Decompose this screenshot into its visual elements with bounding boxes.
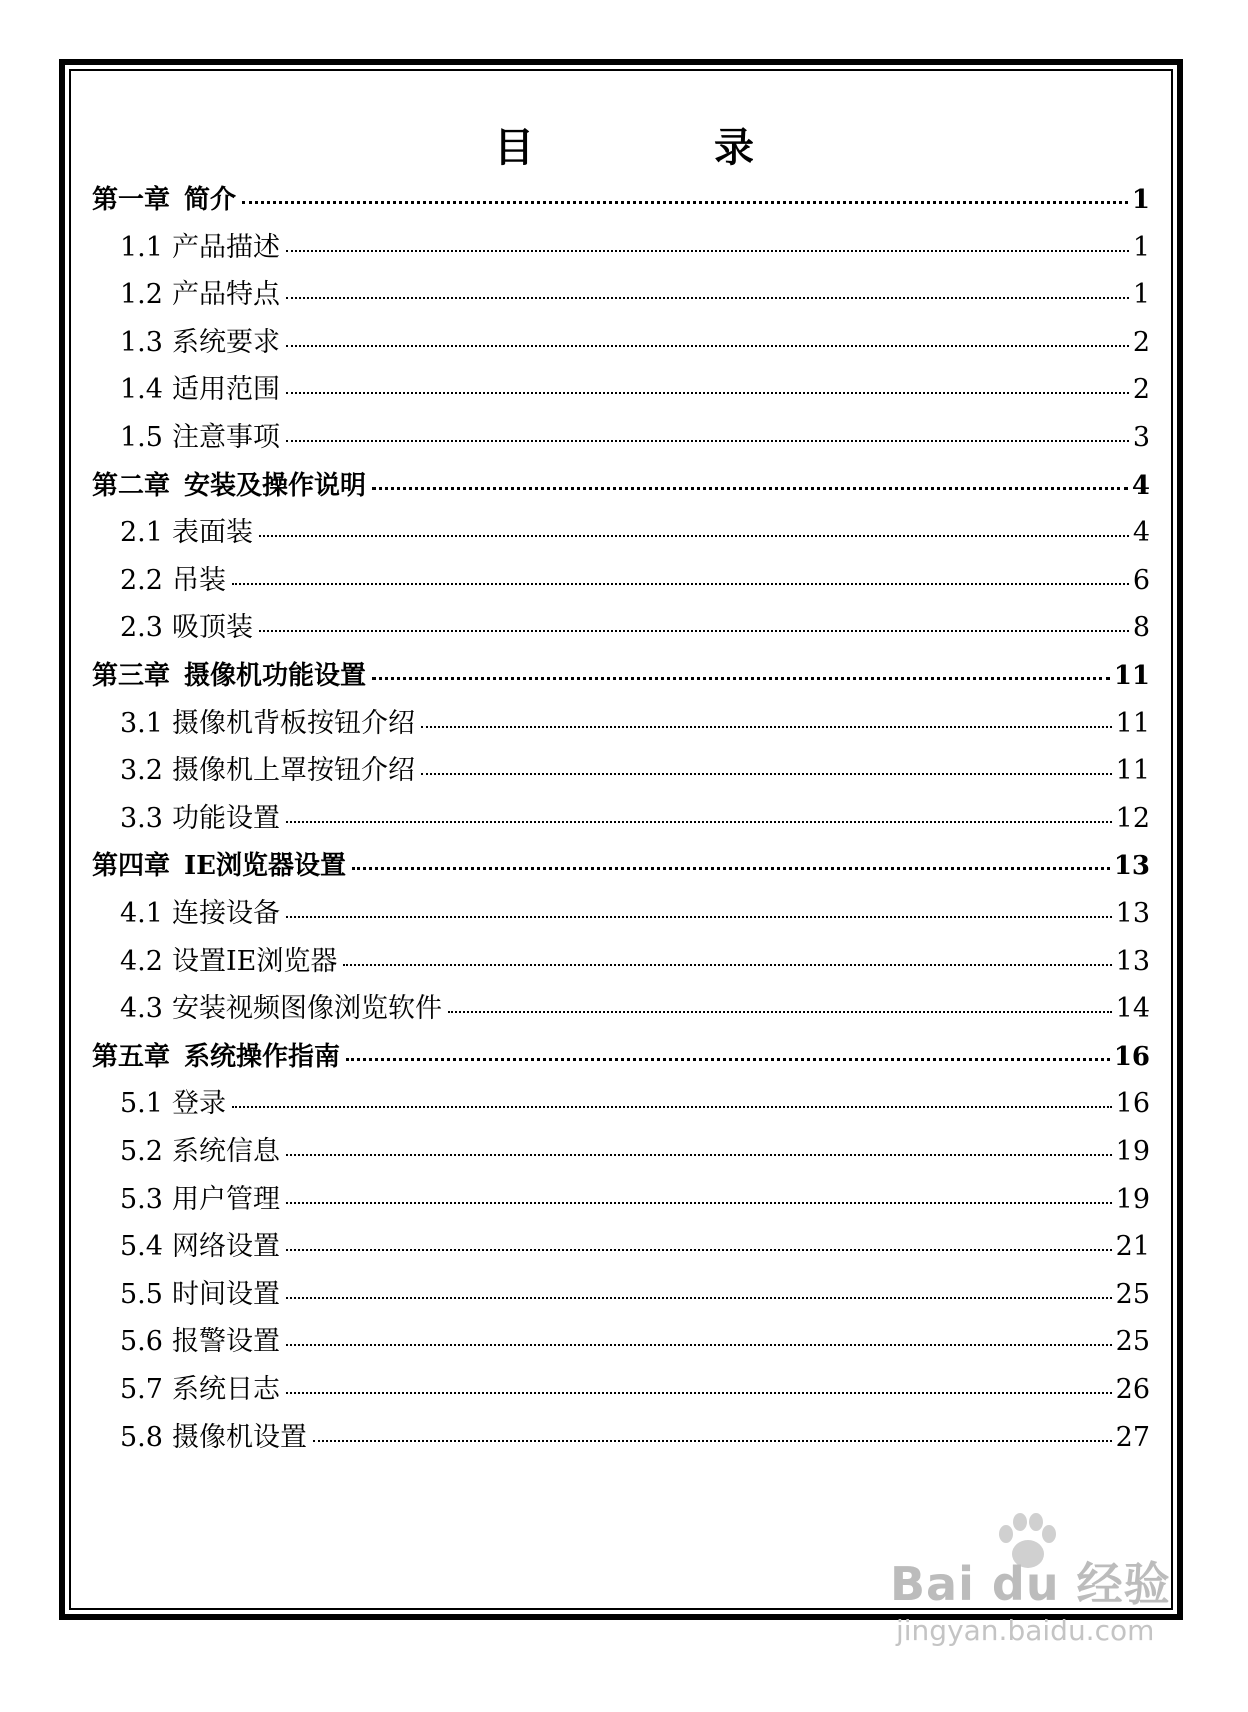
dot-leader bbox=[343, 961, 1111, 966]
toc-section-entry[interactable] bbox=[120, 749, 1150, 793]
toc-entry-number: 4.3 bbox=[120, 993, 163, 1024]
toc-entry-page: 3 bbox=[1132, 422, 1150, 453]
toc-entry-number: 3.3 bbox=[120, 803, 163, 834]
toc-entry-number: 1.2 bbox=[120, 279, 163, 310]
toc-entry-title: 吊装 bbox=[172, 565, 226, 596]
dot-leader bbox=[372, 674, 1110, 680]
dot-leader bbox=[286, 1389, 1112, 1394]
dot-leader bbox=[286, 247, 1129, 252]
toc-entry-page: 13 bbox=[1115, 946, 1150, 977]
dot-leader bbox=[286, 342, 1129, 347]
toc-entry-title: 系统信息 bbox=[172, 1136, 280, 1167]
toc-entry-page: 14 bbox=[1115, 993, 1150, 1024]
toc-section-entry[interactable] bbox=[120, 1178, 1150, 1222]
toc-entry-title: 摄像机背板按钮介绍 bbox=[172, 708, 415, 739]
toc-entry-title: 产品描述 bbox=[172, 232, 280, 263]
dot-leader bbox=[232, 1103, 1112, 1108]
toc-entry-title: 设置IE浏览器 bbox=[172, 946, 338, 977]
dot-leader bbox=[232, 580, 1129, 585]
toc-section-entry[interactable] bbox=[120, 1320, 1150, 1364]
toc-entry-page: 13 bbox=[1115, 898, 1150, 929]
toc-section-entry[interactable] bbox=[120, 987, 1150, 1031]
toc-section-entry[interactable] bbox=[120, 1273, 1150, 1317]
toc-entry-title: 登录 bbox=[172, 1088, 226, 1119]
toc-entry-title: 适用范围 bbox=[172, 374, 280, 405]
toc-entry-page: 27 bbox=[1115, 1422, 1150, 1453]
toc-section-entry[interactable] bbox=[120, 273, 1150, 317]
toc-entry-title: 系统日志 bbox=[172, 1374, 280, 1405]
toc-entry-page: 11 bbox=[1113, 661, 1150, 691]
toc-entry-title: 吸顶装 bbox=[172, 612, 253, 643]
toc-entry-title: 产品特点 bbox=[172, 279, 280, 310]
toc-entry-page: 26 bbox=[1115, 1374, 1150, 1405]
dot-leader bbox=[352, 864, 1110, 870]
toc-section-entry[interactable] bbox=[120, 940, 1150, 984]
dot-leader bbox=[242, 198, 1128, 204]
dot-leader bbox=[286, 913, 1112, 918]
toc-entry-page: 2 bbox=[1132, 327, 1150, 358]
dot-leader bbox=[286, 294, 1129, 299]
toc-section-entry[interactable] bbox=[120, 797, 1150, 841]
toc-entry-number: 第三章 bbox=[92, 661, 171, 691]
dot-leader bbox=[448, 1008, 1112, 1013]
toc-entry-number: 2.1 bbox=[120, 517, 163, 548]
toc-entry-title: IE浏览器设置 bbox=[184, 851, 346, 881]
toc-entry-title: 系统要求 bbox=[172, 327, 280, 358]
toc-entry-page: 4 bbox=[1131, 471, 1150, 501]
toc-entry-title: 连接设备 bbox=[172, 898, 280, 929]
watermark-url: jingyan.baidu.com bbox=[896, 1614, 1155, 1647]
toc-entry-page: 6 bbox=[1132, 565, 1150, 596]
toc-entry-number: 1.3 bbox=[120, 327, 163, 358]
toc-section-entry[interactable] bbox=[120, 1368, 1150, 1412]
dot-leader bbox=[421, 723, 1112, 728]
watermark-brand: Bai du 经验 bbox=[890, 1557, 1171, 1611]
toc-section-entry[interactable] bbox=[120, 368, 1150, 412]
toc-entry-page: 1 bbox=[1132, 232, 1150, 263]
dot-leader bbox=[286, 389, 1129, 394]
toc-entry-number: 1.4 bbox=[120, 374, 163, 405]
toc-entry-page: 16 bbox=[1113, 1042, 1150, 1072]
toc-entry-page: 19 bbox=[1115, 1136, 1150, 1167]
toc-entry-title: 摄像机上罩按钮介绍 bbox=[172, 755, 415, 786]
toc-entry-number: 第一章 bbox=[92, 185, 171, 215]
toc-entry-number: 第二章 bbox=[92, 471, 171, 501]
toc-entry-number: 5.5 bbox=[120, 1279, 163, 1310]
toc-entry-number: 5.1 bbox=[120, 1088, 163, 1119]
toc-entry-number: 5.4 bbox=[120, 1231, 163, 1262]
toc-section-entry[interactable] bbox=[120, 226, 1150, 270]
dot-leader bbox=[286, 1199, 1112, 1204]
toc-entry-page: 8 bbox=[1132, 612, 1150, 643]
watermark bbox=[890, 1548, 1190, 1658]
toc-section-entry[interactable] bbox=[120, 702, 1150, 746]
toc-entry-number: 5.6 bbox=[120, 1326, 163, 1357]
toc-entry-number: 5.8 bbox=[120, 1422, 163, 1453]
dot-leader bbox=[286, 437, 1129, 442]
toc-section-entry[interactable] bbox=[120, 416, 1150, 460]
toc-section-entry[interactable] bbox=[120, 1416, 1150, 1460]
toc-entry-page: 21 bbox=[1115, 1231, 1150, 1262]
page-title: 目 录 bbox=[494, 124, 824, 171]
toc-entry-title: 摄像机功能设置 bbox=[184, 661, 367, 691]
toc-entry-page: 19 bbox=[1115, 1184, 1150, 1215]
toc-entry-page: 25 bbox=[1115, 1279, 1150, 1310]
dot-leader bbox=[346, 1055, 1110, 1061]
toc-entry-number: 1.1 bbox=[120, 232, 163, 263]
toc-section-entry[interactable] bbox=[120, 1225, 1150, 1269]
toc-entry-title: 报警设置 bbox=[172, 1326, 280, 1357]
toc-chapter-entry[interactable] bbox=[92, 178, 1150, 222]
toc-entry-number: 3.2 bbox=[120, 755, 163, 786]
toc-entry-number: 5.7 bbox=[120, 1374, 163, 1405]
toc-entry-number: 5.2 bbox=[120, 1136, 163, 1167]
toc-entry-page: 11 bbox=[1115, 708, 1150, 739]
dot-leader bbox=[372, 484, 1128, 490]
toc-entry-page: 1 bbox=[1132, 279, 1150, 310]
toc-entry-page: 1 bbox=[1131, 185, 1150, 215]
toc-section-entry[interactable] bbox=[120, 559, 1150, 603]
dot-leader bbox=[286, 1341, 1112, 1346]
dot-leader bbox=[286, 1294, 1112, 1299]
toc-entry-number: 2.2 bbox=[120, 565, 163, 596]
toc-entry-number: 5.3 bbox=[120, 1184, 163, 1215]
toc-entry-title: 用户管理 bbox=[172, 1184, 280, 1215]
toc-entry-page: 2 bbox=[1132, 374, 1150, 405]
toc-section-entry[interactable] bbox=[120, 1082, 1150, 1126]
toc-entry-number: 第五章 bbox=[92, 1042, 171, 1072]
toc-entry-title: 功能设置 bbox=[172, 803, 280, 834]
toc-entry-title: 安装及操作说明 bbox=[184, 471, 367, 501]
toc-entry-page: 13 bbox=[1113, 851, 1150, 881]
toc-entry-page: 25 bbox=[1115, 1326, 1150, 1357]
toc-chapter-entry[interactable] bbox=[92, 464, 1150, 508]
toc-entry-page: 4 bbox=[1132, 517, 1150, 548]
dot-leader bbox=[421, 770, 1112, 775]
dot-leader bbox=[259, 532, 1129, 537]
toc-chapter-entry[interactable] bbox=[92, 1035, 1150, 1079]
toc-entry-title: 时间设置 bbox=[172, 1279, 280, 1310]
dot-leader bbox=[259, 627, 1129, 632]
toc-section-entry[interactable] bbox=[120, 892, 1150, 936]
toc-chapter-entry[interactable] bbox=[92, 844, 1150, 888]
toc-entry-number: 4.1 bbox=[120, 898, 163, 929]
dot-leader bbox=[286, 1151, 1112, 1156]
dot-leader bbox=[286, 818, 1112, 823]
toc-entry-title: 系统操作指南 bbox=[184, 1042, 341, 1072]
toc-entry-number: 3.1 bbox=[120, 708, 163, 739]
toc-entry-title: 安装视频图像浏览软件 bbox=[172, 993, 442, 1024]
toc-entry-page: 12 bbox=[1115, 803, 1150, 834]
toc-entry-number: 4.2 bbox=[120, 946, 163, 977]
toc-section-entry[interactable] bbox=[120, 606, 1150, 650]
toc-entry-title: 摄像机设置 bbox=[172, 1422, 307, 1453]
toc-entry-title: 简介 bbox=[184, 185, 237, 215]
toc-chapter-entry[interactable] bbox=[92, 654, 1150, 698]
toc-entry-title: 表面装 bbox=[172, 517, 253, 548]
toc-section-entry[interactable] bbox=[120, 321, 1150, 365]
toc-entry-page: 11 bbox=[1115, 755, 1150, 786]
toc-entry-number: 1.5 bbox=[120, 422, 163, 453]
toc-section-entry[interactable] bbox=[120, 1130, 1150, 1174]
toc-entry-page: 16 bbox=[1115, 1088, 1150, 1119]
dot-leader bbox=[286, 1246, 1112, 1251]
toc-entry-title: 注意事项 bbox=[172, 422, 280, 453]
dot-leader bbox=[313, 1437, 1112, 1442]
toc-entry-title: 网络设置 bbox=[172, 1231, 280, 1262]
toc-section-entry[interactable] bbox=[120, 511, 1150, 555]
toc-entry-number: 2.3 bbox=[120, 612, 163, 643]
toc-entry-number: 第四章 bbox=[92, 851, 171, 881]
